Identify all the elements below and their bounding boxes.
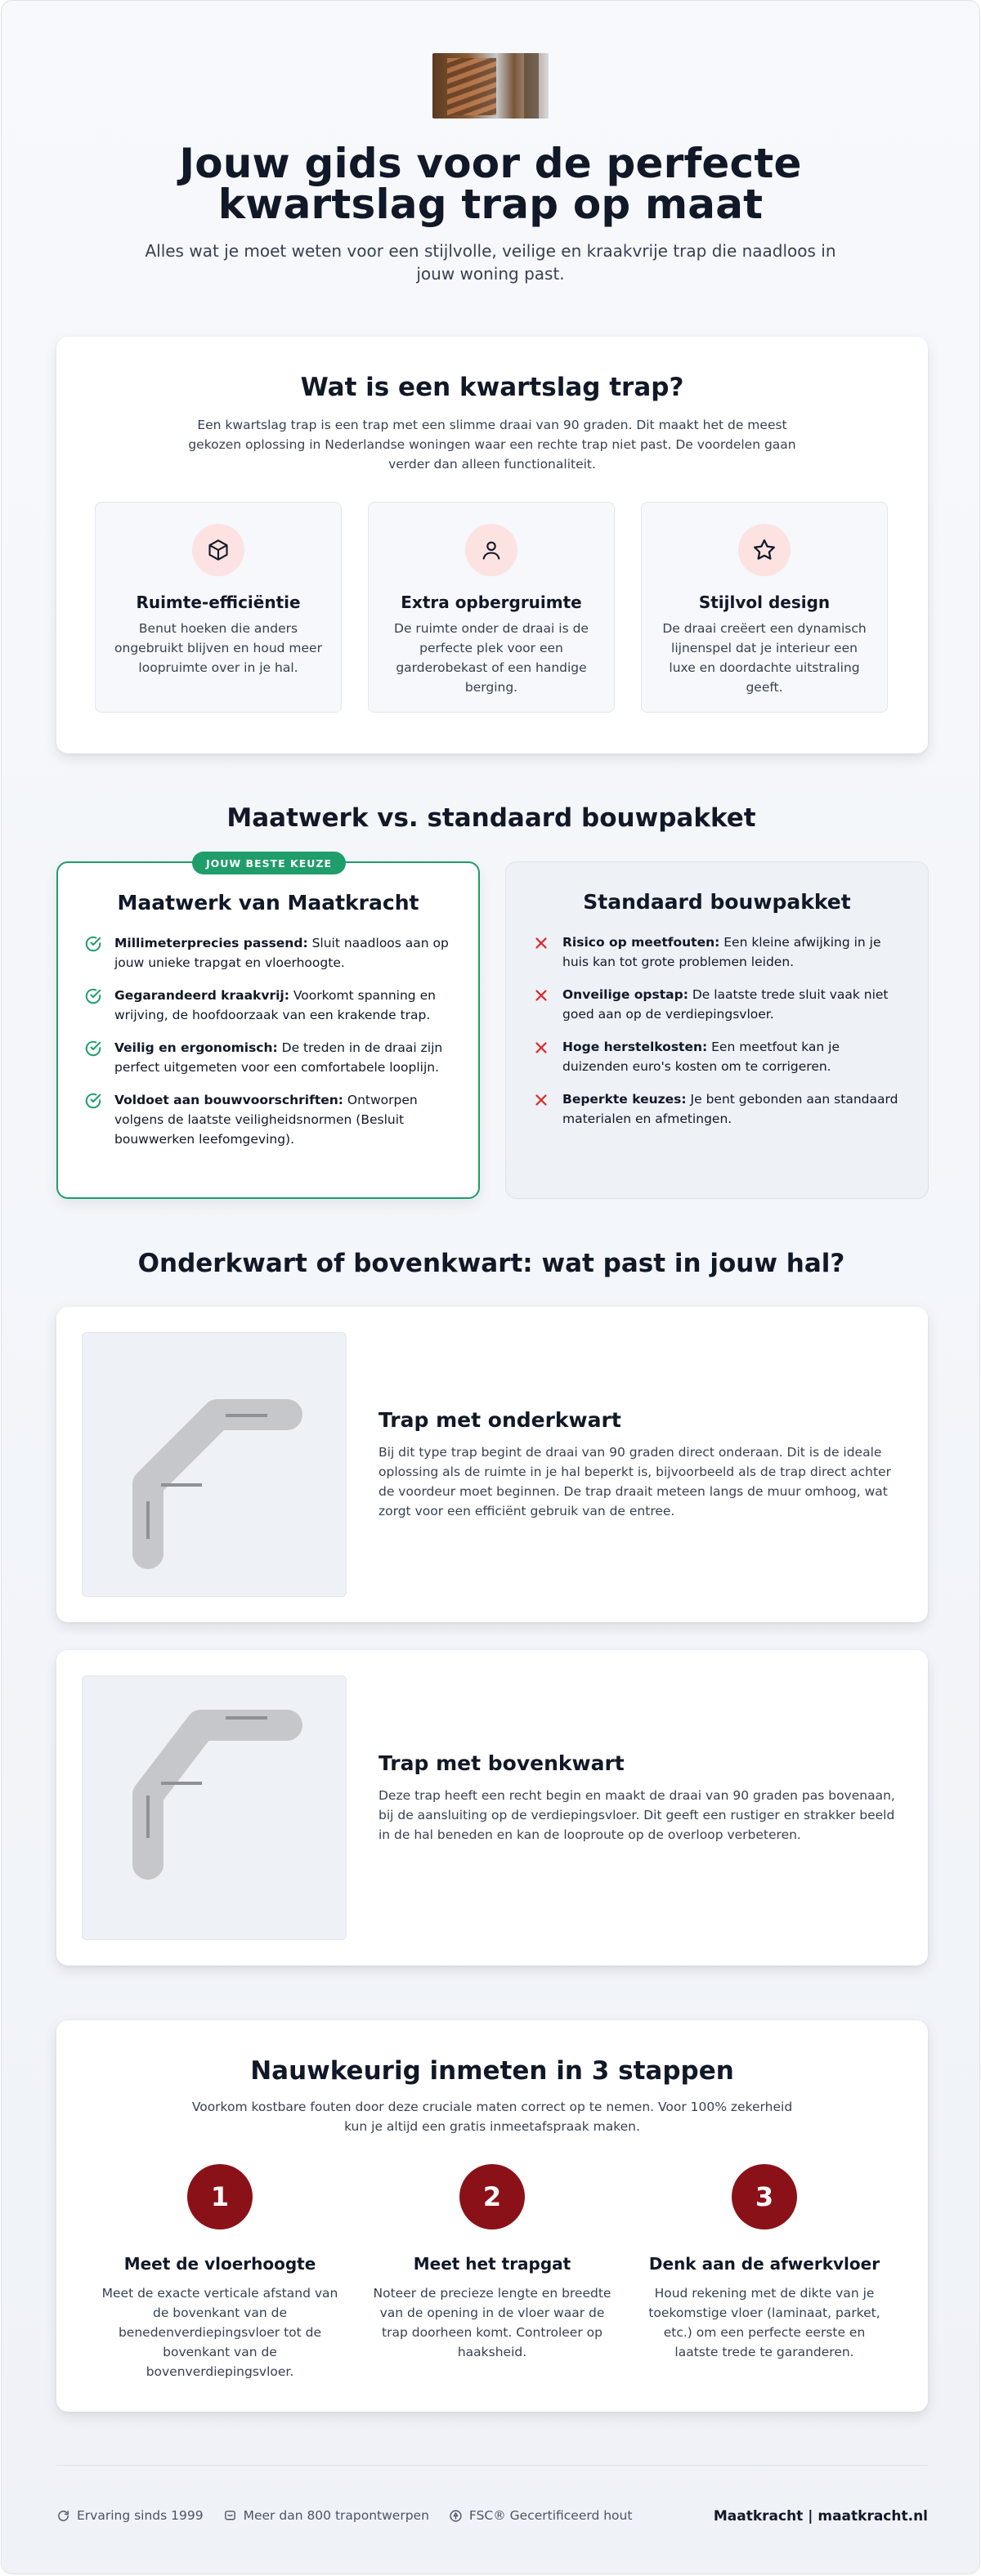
step-number: 1 bbox=[187, 2164, 253, 2229]
list-item: Beperkte keuzes: Je bent gebonden aan standaard materialen en afmetingen. bbox=[532, 1089, 903, 1129]
measure-title: Nauwkeurig inmeten in 3 stappen bbox=[250, 2056, 734, 2086]
stair-type-card bbox=[56, 1307, 928, 1622]
feature-text: Benut hoeken die anders ongebruikt blijven en houd meer loopruimte over in je hal. bbox=[114, 621, 322, 675]
check-circle-icon bbox=[84, 987, 102, 1005]
comparison-title: Maatwerk vs. standaard bouwpakket bbox=[226, 803, 756, 833]
feature-text: De ruimte onder de draai is de perfecte plek voor een garderobekast of een handige berging. bbox=[394, 621, 589, 695]
page-title: Jouw gids voor de perfecte kwartslag trap op maat bbox=[179, 140, 802, 228]
standard-risk-list bbox=[532, 932, 903, 1142]
custom-benefit-list bbox=[84, 933, 454, 1162]
trust-bar bbox=[56, 2508, 632, 2523]
measure-step bbox=[640, 2164, 889, 2362]
page-subtitle: Alles wat je moet weten voor een stijlvolle, veilige en kraakvrije trap die naadloos in jouw woning past. bbox=[145, 241, 836, 284]
top-turn-stair-diagram bbox=[82, 1675, 347, 1940]
feature-card bbox=[641, 502, 888, 713]
feature-text: De draai creëert een dynamisch lijnenspel dat je interieur een luxe en doordachte uitstraling geeft. bbox=[662, 621, 867, 695]
intro-card bbox=[56, 337, 928, 754]
check-circle-icon bbox=[84, 1092, 102, 1110]
bottom-turn-stair-diagram bbox=[82, 1332, 347, 1597]
feature-card bbox=[368, 502, 615, 713]
refresh-icon bbox=[56, 2509, 70, 2523]
feature-card bbox=[95, 502, 342, 713]
star-icon bbox=[738, 524, 791, 576]
feature-title: Ruimte-efficiëntie bbox=[136, 593, 301, 612]
person-icon bbox=[465, 524, 517, 576]
footer bbox=[56, 2465, 928, 2525]
custom-option-title: Maatwerk van Maatkracht bbox=[117, 891, 419, 915]
stair-type-title: Trap met bovenkwart bbox=[379, 1751, 625, 1775]
list-item: Millimeterprecies passend: Sluit naadloos aan op jouw unieke trapgat en vloerhoogte. bbox=[84, 933, 454, 973]
hero bbox=[2, 1, 979, 285]
step-text: Noteer de precieze lengte en breedte van de opening in de vloer waar de trap doorheen komt. Controleer op haaksheid. bbox=[373, 2286, 611, 2359]
custom-option-card bbox=[56, 856, 480, 1199]
trust-item: Meer dan 800 trapontwerpen bbox=[223, 2508, 429, 2523]
box-icon bbox=[192, 524, 244, 576]
list-item: Risico op meetfouten: Een kleine afwijking in je huis kan tot grote problemen leiden. bbox=[532, 932, 903, 972]
feature-title: Extra opbergruimte bbox=[401, 593, 582, 612]
measure-step bbox=[96, 2164, 344, 2381]
trust-item: Ervaring sinds 1999 bbox=[56, 2508, 204, 2523]
chat-icon bbox=[223, 2509, 237, 2523]
step-title: Meet het trapgat bbox=[413, 2254, 571, 2274]
hero-stair-photo bbox=[432, 53, 549, 119]
list-item: Onveilige opstap: De laatste trede sluit vaak niet goed aan op de verdiepingsvloer. bbox=[532, 985, 903, 1024]
cross-icon bbox=[532, 986, 550, 1004]
step-text: Meet de exacte verticale afstand van de bovenkant van de benedenverdiepingsvloer tot de bovenkant van de bovenverdiepingsvloer. bbox=[101, 2286, 338, 2379]
cross-icon bbox=[532, 1091, 550, 1109]
trust-item: FSC® Gecertificeerd hout bbox=[449, 2508, 633, 2523]
standard-option-card bbox=[505, 861, 929, 1199]
page bbox=[1, 0, 980, 2574]
list-item: Hoge herstelkosten: Een meetfout kan je duizenden euro's kosten om te corrigeren. bbox=[532, 1037, 903, 1076]
check-circle-icon bbox=[84, 1040, 102, 1058]
measure-text: Voorkom kostbare fouten door deze cruciale maten correct op te nemen. Voor 100% zekerheid kun je altijd een gratis inmeetafspraak maken. bbox=[191, 2100, 793, 2134]
stair-type-card bbox=[56, 1650, 928, 1966]
standard-option-title: Standaard bouwpakket bbox=[583, 890, 851, 914]
step-text: Houd rekening met de dikte van je toekomstige vloer (laminaat, parket, etc.) om een perfecte eerste en laatste trede te garanderen. bbox=[648, 2286, 880, 2359]
feature-title: Stijlvol design bbox=[698, 593, 831, 612]
list-item: Voldoet aan bouwvoorschriften: Ontworpen volgens de laatste veiligheidsnormen (Besluit bouwwerken leefomgeving). bbox=[84, 1090, 454, 1149]
tree-icon bbox=[449, 2509, 463, 2523]
measure-card bbox=[56, 2020, 928, 2412]
list-item: Veilig en ergonomisch: De treden in de draai zijn perfect uitgemeten voor een comfortabele looplijn. bbox=[84, 1038, 454, 1077]
stair-type-text: Bij dit type trap begint de draai van 90 graden direct onderaan. Dit is de ideale oplossing als de ruimte in je hal beperkt is, bijvoorbeeld als de trap direct achter de voordeur moet beginnen. De trap draait meteen langs de muur omhoog, wat zorgt voor een efficiënt gebruik van de entree. bbox=[379, 1445, 891, 1518]
step-title: Denk aan de afwerkvloer bbox=[648, 2254, 880, 2274]
cross-icon bbox=[532, 934, 550, 952]
brand-name: Maatkracht | maatkracht.nl bbox=[713, 2508, 928, 2525]
step-title: Meet de vloerhoogte bbox=[123, 2254, 316, 2274]
step-number: 3 bbox=[732, 2164, 797, 2229]
intro-title: Wat is een kwartslag trap? bbox=[300, 373, 684, 402]
list-item: Gegarandeerd kraakvrij: Voorkomt spanning en wrijving, de hoofdoorzaak van een krakende trap. bbox=[84, 986, 454, 1025]
best-choice-badge: JOUW BESTE KEUZE bbox=[192, 852, 346, 874]
stair-types-title: Onderkwart of bovenkwart: wat past in jouw hal? bbox=[137, 1249, 845, 1278]
stair-type-text: Deze trap heeft een recht begin en maakt de draai van 90 graden pas bovenaan, bij de aansluiting op de verdiepingsvloer. Dit geeft een rustiger en strakker beeld in de hal beneden en kan de looproute op de overloop verbeteren. bbox=[379, 1788, 895, 1842]
stair-type-title: Trap met onderkwart bbox=[379, 1408, 621, 1432]
cross-icon bbox=[532, 1039, 550, 1057]
step-number: 2 bbox=[459, 2164, 525, 2229]
check-circle-icon bbox=[84, 935, 102, 953]
measure-step bbox=[368, 2164, 616, 2362]
intro-text: Een kwartslag trap is een trap met een slimme draai van 90 graden. Dit maakt het de meest gekozen oplossing in Nederlandse woningen waar een rechte trap niet past. De voordelen gaan verder dan alleen functionaliteit. bbox=[188, 418, 796, 472]
